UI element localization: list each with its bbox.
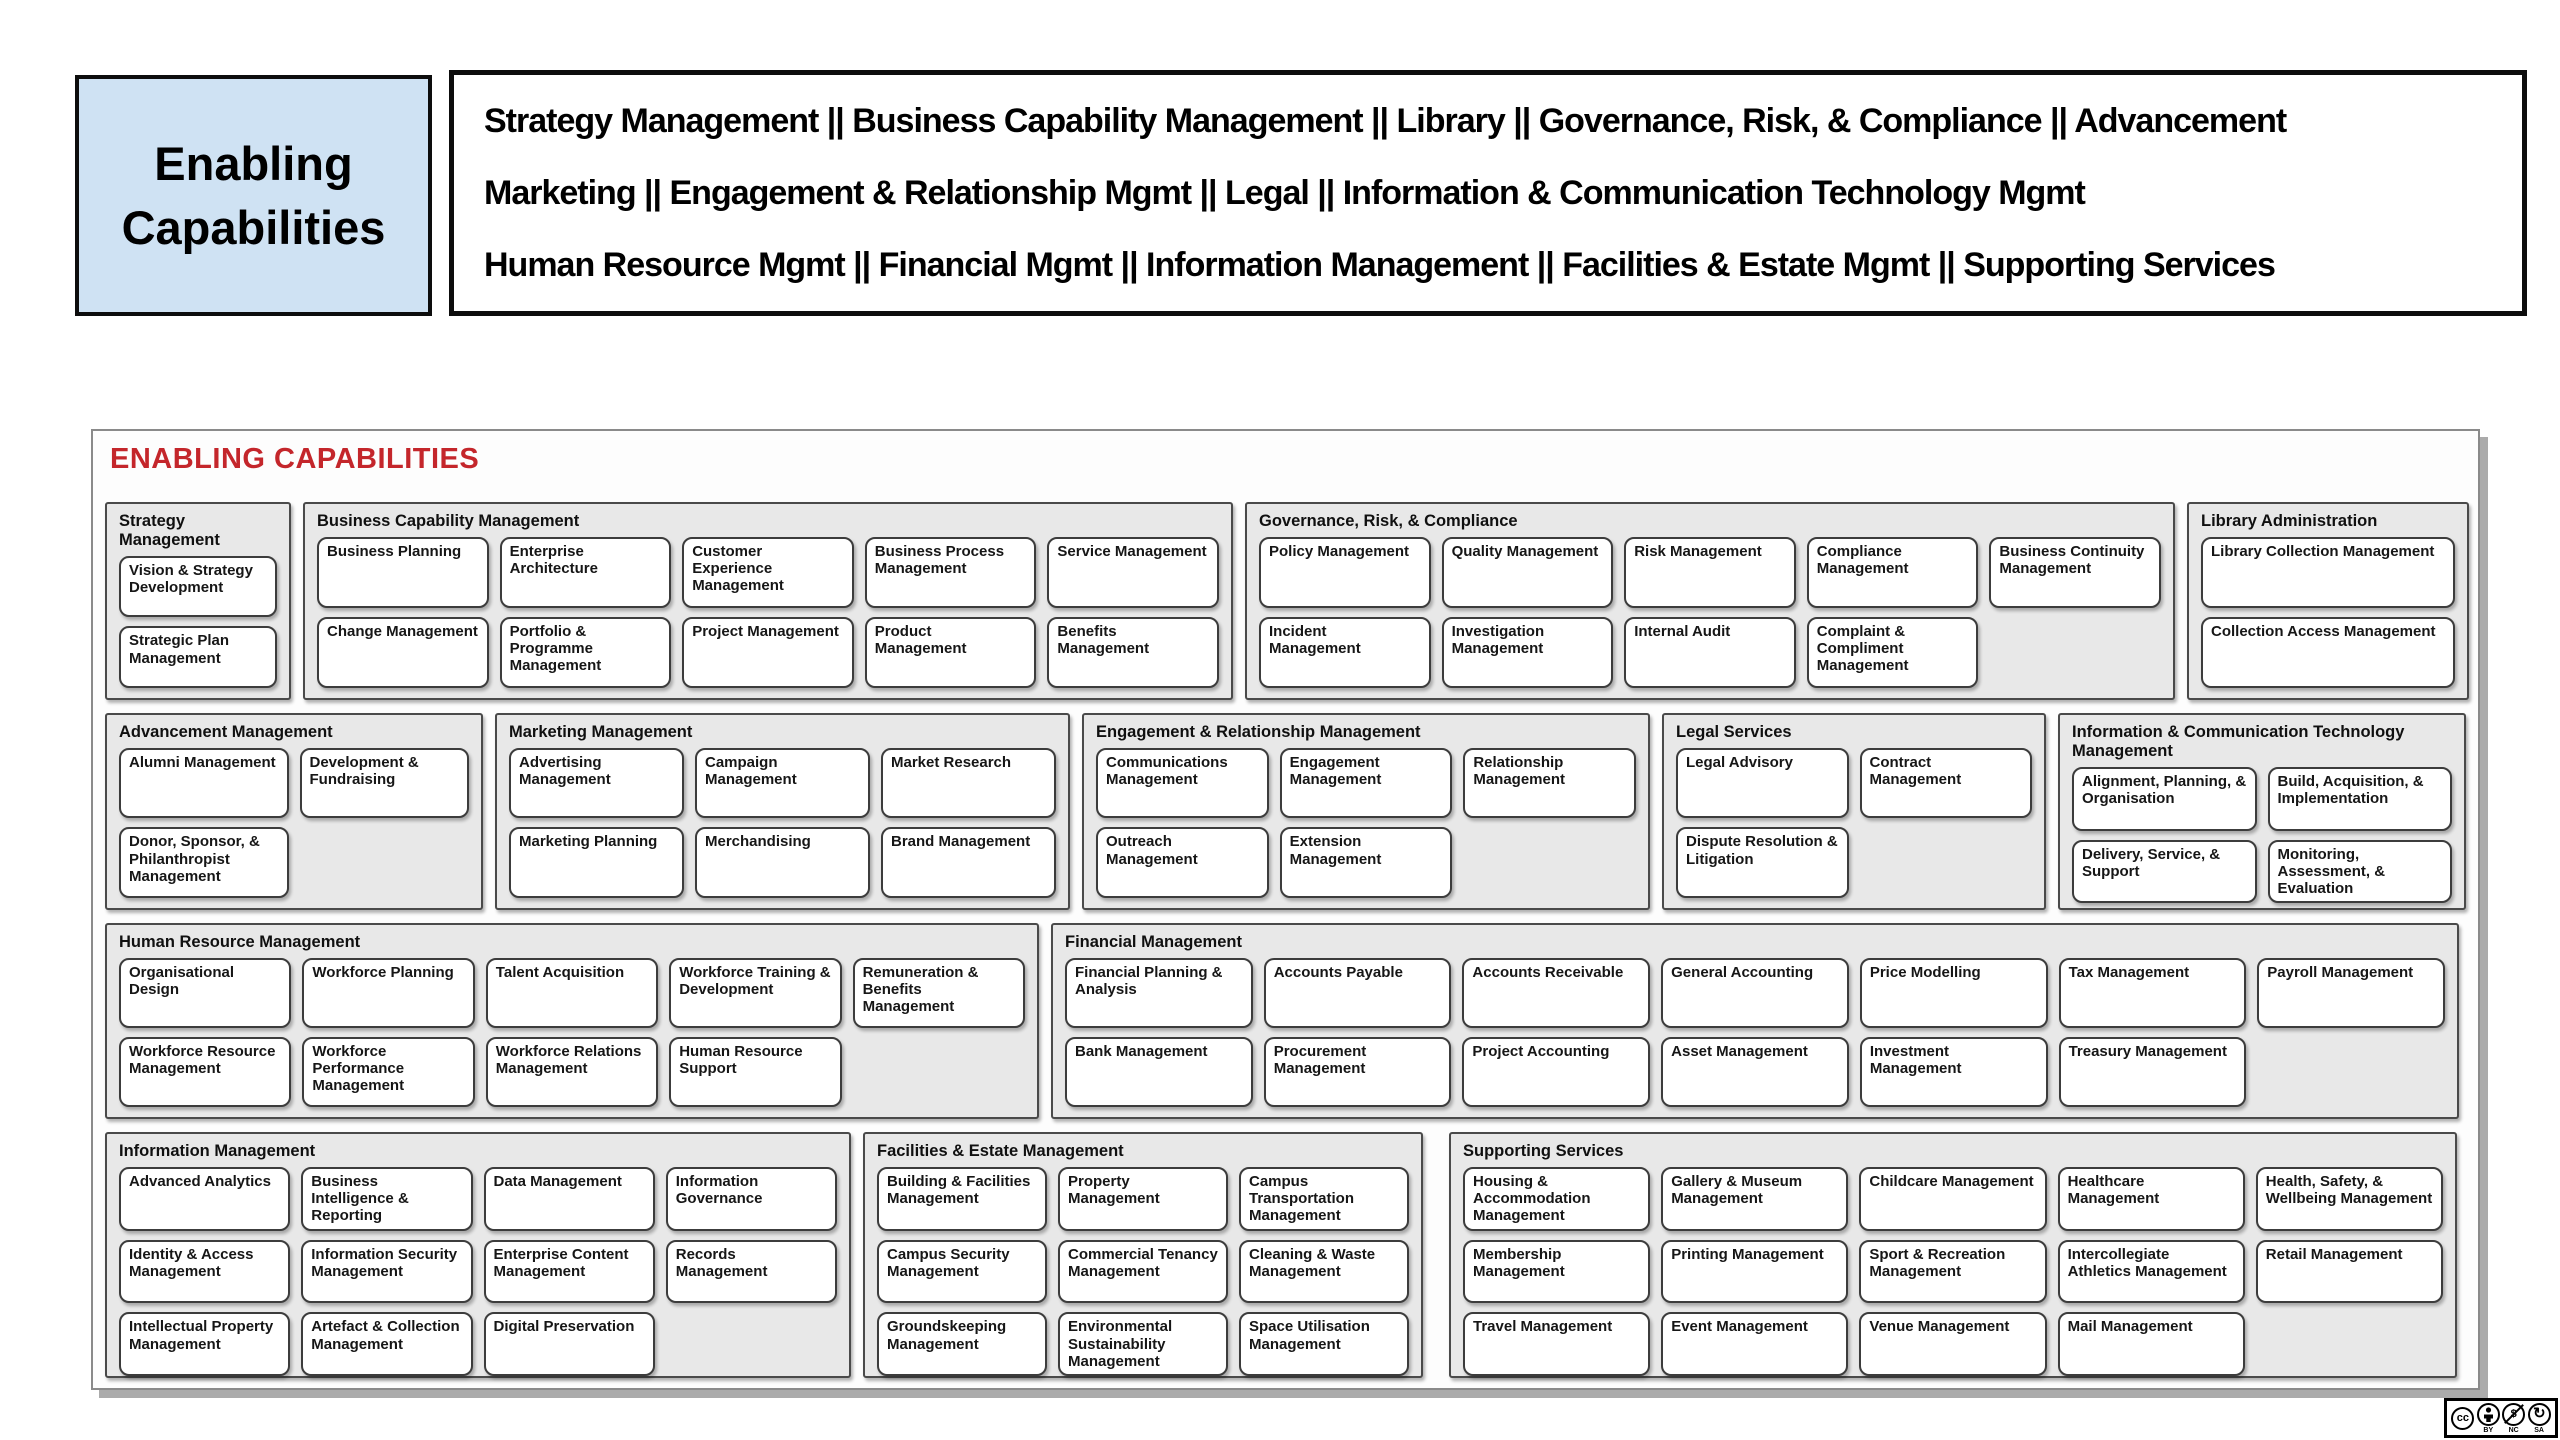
group-title: Engagement & Relationship Management bbox=[1096, 723, 1421, 741]
capability-box: Workforce Performance Management bbox=[302, 1037, 474, 1107]
capability-box: Treasury Management bbox=[2059, 1037, 2247, 1107]
group-title: Supporting Services bbox=[1463, 1142, 1624, 1160]
capability-box: Portfolio & Programme Management bbox=[500, 617, 672, 688]
group-grid bbox=[1463, 1167, 2443, 1376]
capability-box: Information Governance bbox=[666, 1167, 837, 1231]
capability-box: Tax Management bbox=[2059, 958, 2247, 1028]
capability-box: Property Management bbox=[1058, 1167, 1228, 1231]
group-grid bbox=[119, 1167, 837, 1376]
summary-line-1: Strategy Management || Business Capability Management || Library || Governance, Risk, & Compliance || Advancement bbox=[484, 102, 2287, 140]
capability-box: Accounts Payable bbox=[1264, 958, 1452, 1028]
group-grid bbox=[877, 1167, 1409, 1376]
capability-box: Digital Preservation bbox=[484, 1312, 655, 1376]
capability-box: Bank Management bbox=[1065, 1037, 1253, 1107]
capability-box: Complaint & Compliment Management bbox=[1807, 617, 1979, 688]
capability-box: Compliance Management bbox=[1807, 537, 1979, 608]
capability-box: Brand Management bbox=[881, 827, 1056, 898]
capability-box: Alignment, Planning, & Organisation bbox=[2072, 767, 2257, 831]
capability-box: Travel Management bbox=[1463, 1312, 1650, 1376]
summary-line-3: Human Resource Mgmt || Financial Mgmt || Information Management || Facilities & Estate Mgmt || Supporting Services bbox=[484, 246, 2275, 284]
capability-box: Product Management bbox=[865, 617, 1037, 688]
capability-box: Merchandising bbox=[695, 827, 870, 898]
capability-box: Project Accounting bbox=[1462, 1037, 1650, 1107]
capability-box: Library Collection Management bbox=[2201, 537, 2455, 608]
capability-box: Data Management bbox=[484, 1167, 655, 1231]
capability-box: Sport & Recreation Management bbox=[1859, 1240, 2046, 1304]
capability-box: Business Continuity Management bbox=[1989, 537, 2161, 608]
group-governance-risk-compliance bbox=[1245, 502, 2175, 700]
capability-box: Development & Fundraising bbox=[300, 748, 470, 819]
capability-box: Project Management bbox=[682, 617, 854, 688]
capability-box: Workforce Resource Management bbox=[119, 1037, 291, 1107]
panel-title: ENABLING CAPABILITIES bbox=[110, 443, 480, 475]
capability-box: Venue Management bbox=[1859, 1312, 2046, 1376]
capability-box: Identity & Access Management bbox=[119, 1240, 290, 1304]
cc-by-nc-sa-badge bbox=[2444, 1398, 2558, 1438]
group-financial-management bbox=[1051, 923, 2459, 1119]
capability-box: Environmental Sustainability Management bbox=[1058, 1312, 1228, 1376]
capability-box: Childcare Management bbox=[1859, 1167, 2046, 1231]
share-alike-icon: ↺ SA bbox=[2528, 1403, 2551, 1434]
capability-box: Benefits Management bbox=[1047, 617, 1219, 688]
capability-box: Monitoring, Assessment, & Evaluation bbox=[2268, 840, 2453, 904]
group-grid bbox=[1065, 958, 2445, 1107]
capability-row-3 bbox=[105, 923, 2466, 1119]
capability-box: Policy Management bbox=[1259, 537, 1431, 608]
capability-box: Collection Access Management bbox=[2201, 617, 2455, 688]
group-supporting-services bbox=[1449, 1132, 2457, 1378]
group-grid bbox=[317, 537, 1219, 688]
capability-box: Remuneration & Benefits Management bbox=[853, 958, 1025, 1028]
capability-box: Printing Management bbox=[1661, 1240, 1848, 1304]
capability-box: Alumni Management bbox=[119, 748, 289, 819]
group-information-management bbox=[105, 1132, 851, 1378]
capability-box: Accounts Receivable bbox=[1462, 958, 1650, 1028]
capability-box: Contract Management bbox=[1860, 748, 2033, 819]
capability-box: Investment Management bbox=[1860, 1037, 2048, 1107]
capability-box: Membership Management bbox=[1463, 1240, 1650, 1304]
capabilities-summary-box bbox=[449, 70, 2527, 316]
group-legal-services bbox=[1662, 713, 2046, 910]
capability-box: Enterprise Architecture bbox=[500, 537, 672, 608]
group-grid bbox=[2072, 767, 2452, 904]
capability-box: Marketing Planning bbox=[509, 827, 684, 898]
capability-box: Asset Management bbox=[1661, 1037, 1849, 1107]
group-grid bbox=[119, 748, 469, 898]
group-grid bbox=[1096, 748, 1636, 898]
group-advancement-management bbox=[105, 713, 483, 910]
group-grid bbox=[1676, 748, 2032, 898]
capability-box: Customer Experience Management bbox=[682, 537, 854, 608]
group-title: Legal Services bbox=[1676, 723, 1792, 741]
group-grid bbox=[509, 748, 1056, 898]
capability-box: Artefact & Collection Management bbox=[301, 1312, 472, 1376]
group-title: Financial Management bbox=[1065, 933, 1242, 951]
capability-box: Extension Management bbox=[1280, 827, 1453, 898]
capability-box: Intercollegiate Athletics Management bbox=[2058, 1240, 2245, 1304]
capability-box: Human Resource Support bbox=[669, 1037, 841, 1107]
capability-box: Retail Management bbox=[2256, 1240, 2443, 1304]
capability-box: Engagement Management bbox=[1280, 748, 1453, 819]
group-title: Facilities & Estate Management bbox=[877, 1142, 1124, 1160]
capability-box: Communications Management bbox=[1096, 748, 1269, 819]
summary-line-2: Marketing || Engagement & Relationship Mgmt || Legal || Information & Communication Technology Mgmt bbox=[484, 174, 2085, 212]
capability-box: Groundskeeping Management bbox=[877, 1312, 1047, 1376]
group-title: Information Management bbox=[119, 1142, 316, 1160]
enabling-capabilities-title-box bbox=[75, 75, 432, 316]
group-business-capability-management bbox=[303, 502, 1233, 700]
capability-box: Health, Safety, & Wellbeing Management bbox=[2256, 1167, 2443, 1231]
title-line-1: Enabling bbox=[154, 137, 353, 191]
capability-box: Risk Management bbox=[1624, 537, 1796, 608]
capability-box: Investigation Management bbox=[1442, 617, 1614, 688]
capability-box: Service Management bbox=[1047, 537, 1219, 608]
capability-box: Housing & Accommodation Management bbox=[1463, 1167, 1650, 1231]
capability-box: Intellectual Property Management bbox=[119, 1312, 290, 1376]
group-human-resource-management bbox=[105, 923, 1039, 1119]
capability-box: Quality Management bbox=[1442, 537, 1614, 608]
capability-box: Talent Acquisition bbox=[486, 958, 658, 1028]
capability-box: Workforce Planning bbox=[302, 958, 474, 1028]
capability-box: Campaign Management bbox=[695, 748, 870, 819]
capability-box: General Accounting bbox=[1661, 958, 1849, 1028]
capability-box: Mail Management bbox=[2058, 1312, 2245, 1376]
capability-box: Dispute Resolution & Litigation bbox=[1676, 827, 1849, 898]
group-title: Information & Communication Technology Management bbox=[2072, 723, 2405, 760]
capabilities-panel bbox=[91, 429, 2480, 1390]
group-information-communication-technology-management bbox=[2058, 713, 2466, 910]
capability-box: Advanced Analytics bbox=[119, 1167, 290, 1231]
capability-box: Advertising Management bbox=[509, 748, 684, 819]
group-engagement-relationship-management bbox=[1082, 713, 1650, 910]
capability-row-1 bbox=[105, 502, 2466, 700]
capability-box: Legal Advisory bbox=[1676, 748, 1849, 819]
capability-box: Space Utilisation Management bbox=[1239, 1312, 1409, 1376]
capability-box: Market Research bbox=[881, 748, 1056, 819]
group-strategy-management bbox=[105, 502, 291, 700]
capability-box: Event Management bbox=[1661, 1312, 1848, 1376]
attribution-icon: BY bbox=[2477, 1403, 2500, 1434]
capability-box: Price Modelling bbox=[1860, 958, 2048, 1028]
capability-box: Change Management bbox=[317, 617, 489, 688]
group-grid bbox=[2201, 537, 2455, 688]
group-title: Strategy Management bbox=[119, 512, 220, 549]
capability-box: Building & Facilities Management bbox=[877, 1167, 1047, 1231]
capability-box: Procurement Management bbox=[1264, 1037, 1452, 1107]
capability-box: Workforce Training & Development bbox=[669, 958, 841, 1028]
capability-row-2 bbox=[105, 713, 2466, 910]
group-title: Advancement Management bbox=[119, 723, 333, 741]
capability-box: Strategic Plan Management bbox=[119, 626, 277, 688]
capability-box: Relationship Management bbox=[1463, 748, 1636, 819]
capability-box: Payroll Management bbox=[2257, 958, 2445, 1028]
group-grid bbox=[119, 958, 1025, 1107]
group-grid bbox=[1259, 537, 2161, 688]
capability-box: Campus Transportation Management bbox=[1239, 1167, 1409, 1231]
capability-box: Commercial Tenancy Management bbox=[1058, 1240, 1228, 1304]
group-title: Human Resource Management bbox=[119, 933, 361, 951]
capability-box: Financial Planning & Analysis bbox=[1065, 958, 1253, 1028]
capability-box: Workforce Relations Management bbox=[486, 1037, 658, 1107]
capability-box: Enterprise Content Management bbox=[484, 1240, 655, 1304]
capability-box: Cleaning & Waste Management bbox=[1239, 1240, 1409, 1304]
group-library-administration bbox=[2187, 502, 2469, 700]
capability-box: Delivery, Service, & Support bbox=[2072, 840, 2257, 904]
capability-box: Vision & Strategy Development bbox=[119, 556, 277, 618]
group-title: Governance, Risk, & Compliance bbox=[1259, 512, 1518, 530]
capability-box: Gallery & Museum Management bbox=[1661, 1167, 1848, 1231]
group-title: Library Administration bbox=[2201, 512, 2378, 530]
capability-box: Business Planning bbox=[317, 537, 489, 608]
capability-box: Organisational Design bbox=[119, 958, 291, 1028]
group-grid bbox=[119, 556, 277, 688]
cc-icon: cc bbox=[2451, 1407, 2474, 1430]
title-line-2: Capabilities bbox=[121, 200, 386, 254]
capability-box: Internal Audit bbox=[1624, 617, 1796, 688]
capability-box: Donor, Sponsor, & Philanthropist Management bbox=[119, 827, 289, 898]
capability-box: Business Process Management bbox=[865, 537, 1037, 608]
capability-box: Incident Management bbox=[1259, 617, 1431, 688]
capability-box: Build, Acquisition, & Implementation bbox=[2268, 767, 2453, 831]
capability-row-4 bbox=[105, 1132, 2466, 1378]
capability-box: Healthcare Management bbox=[2058, 1167, 2245, 1231]
capability-box: Outreach Management bbox=[1096, 827, 1269, 898]
group-title: Marketing Management bbox=[509, 723, 693, 741]
group-marketing-management bbox=[495, 713, 1070, 910]
capability-box: Information Security Management bbox=[301, 1240, 472, 1304]
capability-box: Business Intelligence & Reporting bbox=[301, 1167, 472, 1231]
group-title: Business Capability Management bbox=[317, 512, 580, 530]
non-commercial-icon: NC bbox=[2502, 1403, 2525, 1434]
group-facilities-estate-management bbox=[863, 1132, 1423, 1378]
capability-box: Campus Security Management bbox=[877, 1240, 1047, 1304]
capability-box: Records Management bbox=[666, 1240, 837, 1304]
